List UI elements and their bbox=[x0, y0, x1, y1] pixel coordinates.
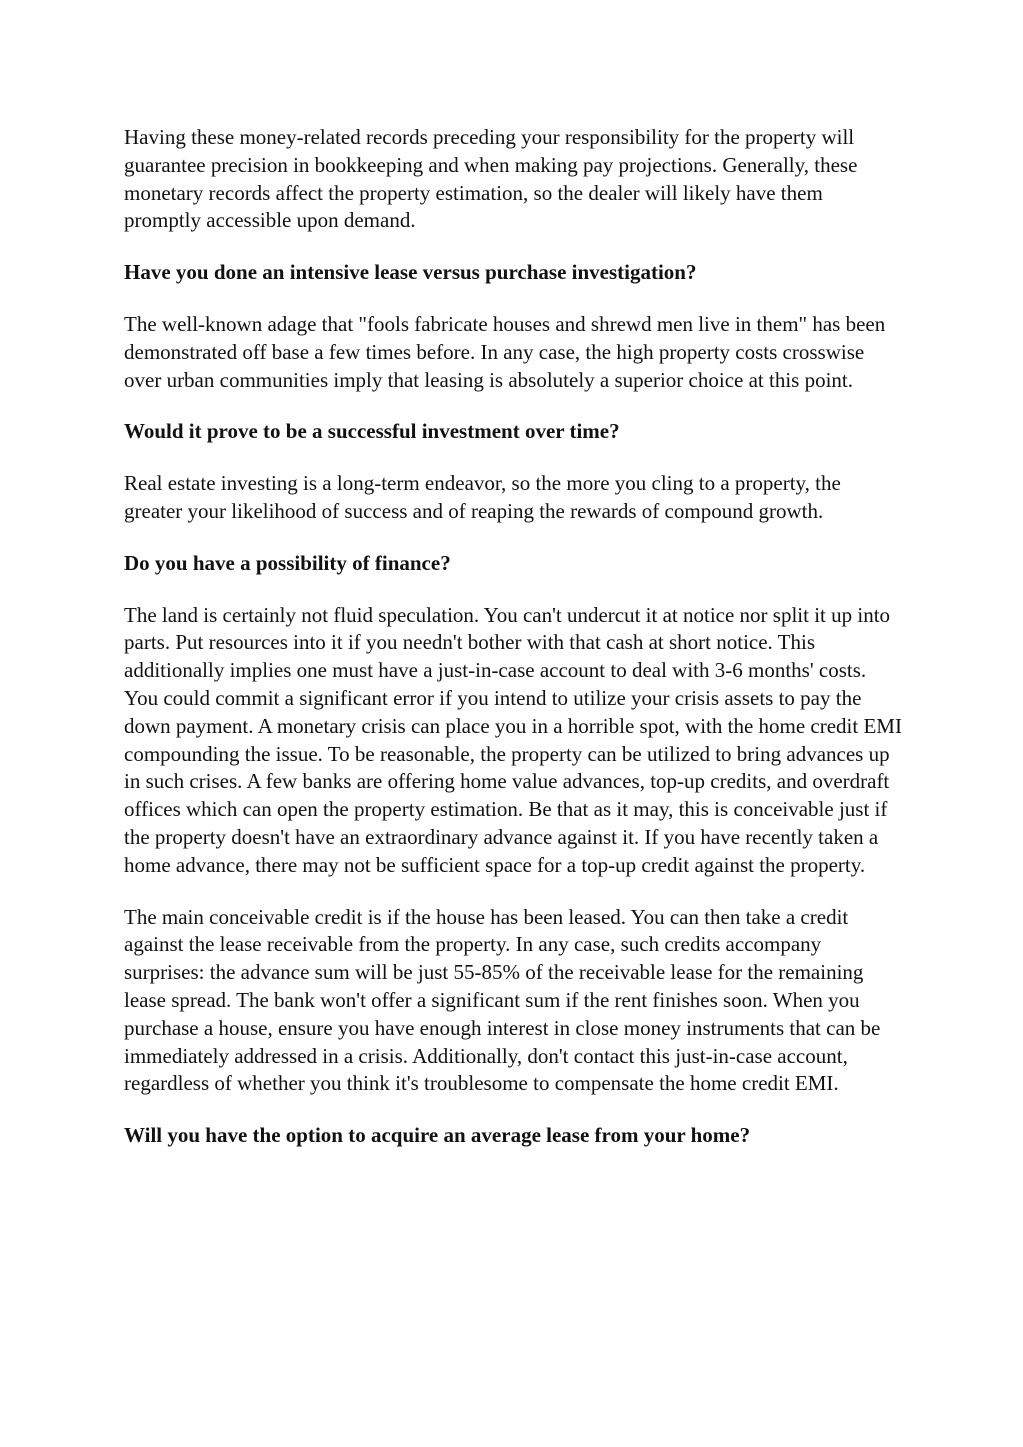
paragraph-financial-records: Having these money-related records preceding your responsibility for the property will guarantee precision in bookkeeping and when making pay projections. Generally, these monetary records affect the property estimation, so the dealer will likely have them promptly accessible upon demand. bbox=[124, 125, 858, 233]
paragraph-possibility-of-finance: The land is certainly not fluid speculation. You can't undercut it at notice nor split it up into parts. Put resources into it if you needn't bother with that cash at short notice. This additionally implies one must have a just-in-case account to deal with 3-6 months' costs. You could commit a significant error if you intend to utilize your crisis assets to pay the down payment. A monetary crisis can place you in a horrible spot, with the home credit EMI compounding the issue. To be reasonable, the property can be utilized to bring advances up in such crises. A few banks are offering home value advances, top-up credits, and overdraft offices which can open the property estimation. Be that as it may, this is conceivable just if the property doesn't have an extraordinary advance against it. If you have recently taken a home advance, there may not be sufficient space for a top-up credit against the property. bbox=[124, 602, 902, 877]
heading-average-lease: Will you have the option to acquire an average lease from your home? bbox=[124, 1123, 751, 1148]
heading-possibility-of-finance: Do you have a possibility of finance? bbox=[124, 550, 451, 575]
paragraph-lease-vs-purchase: The well-known adage that "fools fabricate houses and shrewd men live in them" has been demonstrated off base a few times before. In any case, the high property costs crosswise over urban communities imply that leasing is absolutely a superior choice at this point. bbox=[124, 311, 886, 392]
paragraph-successful-investment: Real estate investing is a long-term endeavor, so the more you cling to a property, the greater your likelihood of success and of reaping the rewards of compound growth. bbox=[124, 471, 841, 523]
paragraph-conceivable-credit: The main conceivable credit is if the house has been leased. You can then take a credit against the lease receivable from the property. In any case, such credits accompany surprises: the advance sum will be just 55-85% of the receivable lease for the remaining lease spread. The bank won't offer a significant sum if the rent finishes soon. When you purchase a house, ensure you have enough interest in close money instruments that can be immediately addressed in a crisis. Additionally, don't contact this just-in-case account, regardless of whether you think it's troublesome to compensate the home credit EMI. bbox=[124, 904, 881, 1096]
heading-lease-vs-purchase: Have you done an intensive lease versus purchase investigation? bbox=[124, 260, 697, 285]
heading-successful-investment: Would it prove to be a successful investment over time? bbox=[124, 419, 620, 444]
document-page bbox=[124, 124, 902, 1174]
